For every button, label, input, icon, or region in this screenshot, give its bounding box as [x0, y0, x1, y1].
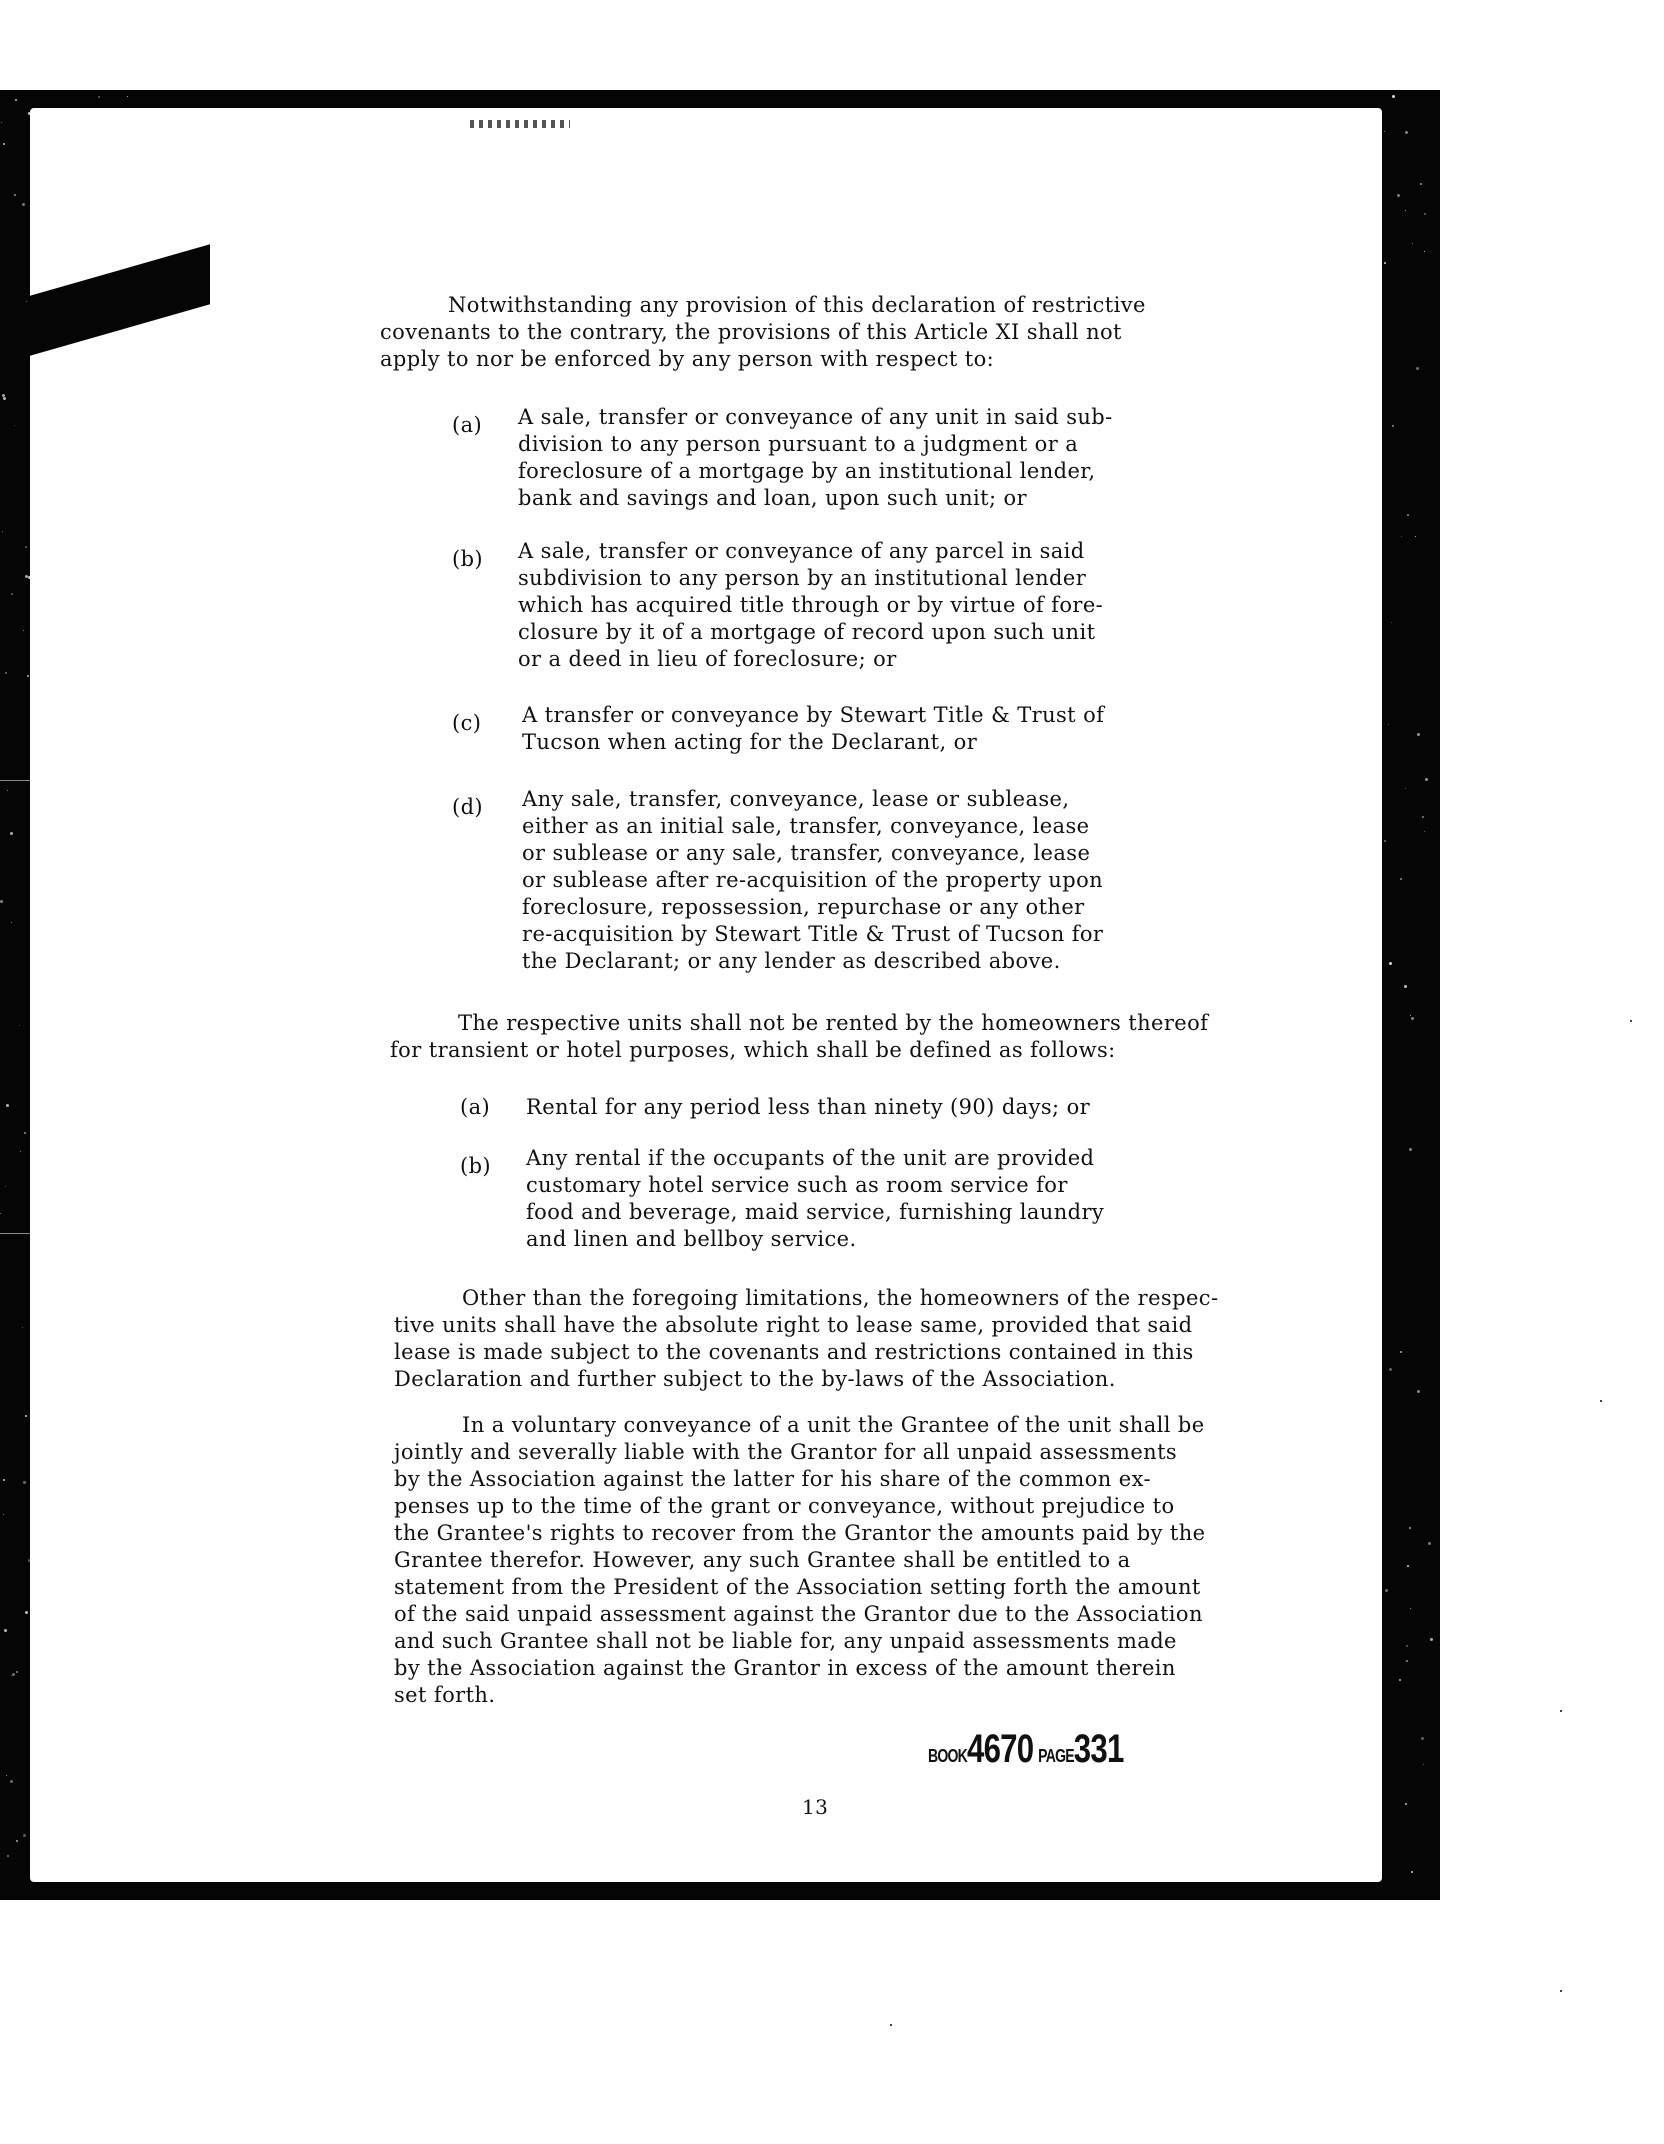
paragraph-3-line: lease is made subject to the covenants and restrictions contained in this: [394, 1340, 1194, 1364]
exception-a-line: foreclosure of a mortgage by an institutional lender,: [518, 459, 1096, 483]
exception-c-label: (c): [452, 711, 482, 735]
paragraph-4-line: by the Association against the latter for his share of the common ex-: [394, 1467, 1151, 1491]
paragraph-4-line: by the Association against the Grantor in excess of the amount therein: [394, 1656, 1176, 1680]
exception-d-line: either as an initial sale, transfer, conveyance, lease: [522, 814, 1090, 838]
margin-speck: [1600, 1400, 1602, 1402]
paragraph-3-line: Other than the foregoing limitations, the homeowners of the respec-: [462, 1286, 1219, 1310]
rental-b-line: customary hotel service such as room service for: [526, 1173, 1068, 1197]
rental-b-line: Any rental if the occupants of the unit are provided: [526, 1146, 1095, 1170]
exception-b-line: A sale, transfer or conveyance of any parcel in said: [518, 539, 1085, 563]
exception-b-label: (b): [452, 547, 484, 571]
exception-b-line: closure by it of a mortgage of record upon such unit: [518, 620, 1096, 644]
paragraph-4-line: penses up to the time of the grant or conveyance, without prejudice to: [394, 1494, 1175, 1518]
paragraph-2-line: for transient or hotel purposes, which shall be defined as follows:: [390, 1038, 1116, 1062]
exception-a-line: bank and savings and loan, upon such unit; or: [518, 486, 1027, 510]
exception-c-line: Tucson when acting for the Declarant, or: [522, 730, 978, 754]
paragraph-1-line: covenants to the contrary, the provisions of this Article XI shall not: [380, 320, 1122, 344]
rental-b-label: (b): [460, 1154, 492, 1178]
book-number: 4670: [967, 1727, 1034, 1771]
rental-b-line: and linen and bellboy service.: [526, 1227, 857, 1251]
paragraph-3-line: Declaration and further subject to the by-laws of the Association.: [394, 1367, 1116, 1391]
exception-d-line: foreclosure, repossession, repurchase or any other: [522, 895, 1085, 919]
paragraph-4-line: statement from the President of the Association setting forth the amount: [394, 1575, 1201, 1599]
paragraph-4-line: and such Grantee shall not be liable for, any unpaid assessments made: [394, 1629, 1177, 1653]
book-label: BOOK: [928, 1746, 967, 1766]
paragraph-4-line: jointly and severally liable with the Grantor for all unpaid assessments: [394, 1440, 1178, 1464]
exception-b-line: which has acquired title through or by virtue of fore-: [518, 593, 1104, 617]
paragraph-4-line: set forth.: [394, 1683, 496, 1707]
exception-d-line: the Declarant; or any lender as described above.: [522, 949, 1061, 973]
paragraph-3-line: tive units shall have the absolute right to lease same, provided that said: [394, 1313, 1193, 1337]
paragraph-4-line: the Grantee's rights to recover from the Grantor the amounts paid by the: [394, 1521, 1206, 1545]
exception-a-label: (a): [452, 413, 483, 437]
rental-a-line: Rental for any period less than ninety (90) days; or: [526, 1095, 1091, 1119]
exception-b-line: subdivision to any person by an institutional lender: [518, 566, 1087, 590]
exception-b-line: or a deed in lieu of foreclosure; or: [518, 647, 897, 671]
exception-c-line: A transfer or conveyance by Stewart Title & Trust of: [522, 703, 1105, 727]
exception-d-line: or sublease or any sale, transfer, conveyance, lease: [522, 841, 1091, 865]
exception-d-line: Any sale, transfer, conveyance, lease or sublease,: [522, 787, 1070, 811]
paragraph-2-line: The respective units shall not be rented by the homeowners thereof: [458, 1011, 1209, 1035]
paragraph-1-line: apply to nor be enforced by any person with respect to:: [380, 347, 995, 371]
page-label: PAGE: [1038, 1746, 1074, 1766]
rental-b-line: food and beverage, maid service, furnishing laundry: [526, 1200, 1105, 1224]
margin-speck: [890, 2024, 892, 2026]
paragraph-4-line: of the said unpaid assessment against the Grantor due to the Association: [394, 1602, 1203, 1626]
exception-d-label: (d): [452, 795, 484, 819]
margin-speck: [1560, 1710, 1562, 1712]
exception-a-line: division to any person pursuant to a judgment or a: [518, 432, 1079, 456]
margin-speck: [1560, 1990, 1562, 1992]
exception-d-line: re-acquisition by Stewart Title & Trust of Tucson for: [522, 922, 1104, 946]
margin-speck: [1630, 1020, 1632, 1022]
recorded-page-number: 331: [1073, 1727, 1124, 1771]
exception-a-line: A sale, transfer or conveyance of any unit in said sub-: [518, 405, 1113, 429]
paragraph-4-line: Grantee therefor. However, any such Grantee shall be entitled to a: [394, 1548, 1131, 1572]
paragraph-1-line: Notwithstanding any provision of this declaration of restrictive: [448, 293, 1146, 317]
rental-a-label: (a): [460, 1095, 491, 1119]
page-number: 13: [802, 1795, 829, 1819]
paragraph-4-line: In a voluntary conveyance of a unit the Grantee of the unit shall be: [462, 1413, 1205, 1437]
recording-stamp: [928, 1727, 1124, 1771]
exception-d-line: or sublease after re-acquisition of the property upon: [522, 868, 1104, 892]
